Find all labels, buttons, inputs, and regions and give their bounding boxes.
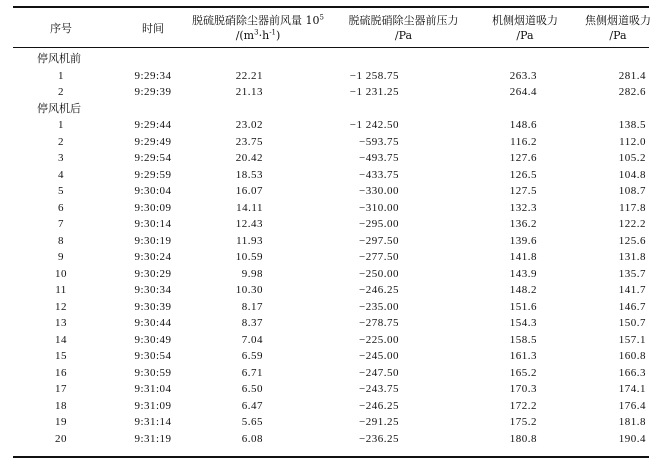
cell-airflow: 23.02 xyxy=(235,119,263,131)
group-label-row xyxy=(13,51,649,68)
cell-coke-suction: 131.8 xyxy=(618,251,646,263)
cell-no: 15 xyxy=(55,350,67,362)
table-top-rule xyxy=(13,6,649,8)
cell-airflow: 6.59 xyxy=(241,350,263,362)
cell-pressure: −291.25 xyxy=(359,416,399,428)
table-row xyxy=(13,414,649,431)
table-row xyxy=(13,200,649,217)
table-row xyxy=(13,167,649,184)
cell-time: 9:30:59 xyxy=(134,366,172,379)
cell-no: 1 xyxy=(58,69,64,82)
cell-pressure: −278.75 xyxy=(359,317,399,329)
cell-airflow: 5.65 xyxy=(241,416,263,428)
cell-airflow: 11.93 xyxy=(236,234,263,247)
table-row xyxy=(13,365,649,382)
cell-no: 3 xyxy=(58,152,64,164)
table-header xyxy=(13,10,649,46)
cell-no: 13 xyxy=(55,317,67,329)
cell-no: 7 xyxy=(58,218,64,230)
cell-pressure: −250.00 xyxy=(359,267,399,280)
table-body xyxy=(13,51,649,447)
cell-pressure: −295.00 xyxy=(359,218,399,230)
cell-no: 9 xyxy=(58,251,64,263)
cell-airflow: 14.11 xyxy=(236,201,263,214)
cell-machine-suction: 126.5 xyxy=(509,168,537,181)
cell-pressure: −247.50 xyxy=(359,366,399,379)
cell-no: 17 xyxy=(55,383,67,395)
cell-pressure: −310.00 xyxy=(359,201,399,214)
cell-coke-suction: 190.4 xyxy=(618,432,646,445)
cell-airflow: 12.43 xyxy=(235,218,263,230)
cell-no: 6 xyxy=(58,201,64,214)
cell-no: 2 xyxy=(58,135,64,148)
cell-no: 10 xyxy=(55,267,67,280)
cell-airflow: 18.53 xyxy=(235,168,263,181)
cell-time: 9:31:04 xyxy=(134,383,172,395)
header-pressure: 脱硫脱硝除尘器前压力 /Pa xyxy=(348,14,459,42)
cell-no: 19 xyxy=(55,416,67,428)
cell-no: 11 xyxy=(55,284,67,296)
table-row xyxy=(13,134,649,151)
group-label: 停风机后 xyxy=(37,101,81,115)
group-label-row xyxy=(13,101,649,118)
header-airflow-unit: $/(m^3\cdot h^{-1})$ xyxy=(235,28,281,42)
cell-coke-suction: 117.8 xyxy=(619,201,646,214)
table-row xyxy=(13,150,649,167)
cell-no: 16 xyxy=(55,366,67,379)
cell-machine-suction: 127.5 xyxy=(509,185,537,197)
cell-coke-suction: 281.4 xyxy=(618,69,646,82)
cell-time: 9:30:44 xyxy=(134,317,172,329)
cell-machine-suction: 136.2 xyxy=(509,218,537,230)
cell-machine-suction: 127.6 xyxy=(509,152,537,164)
table-header-rule xyxy=(13,47,649,48)
cell-coke-suction: 112.0 xyxy=(619,135,646,148)
cell-machine-suction: 151.6 xyxy=(509,300,537,313)
table-row xyxy=(13,183,649,200)
cell-airflow: 16.07 xyxy=(235,185,263,197)
table-row xyxy=(13,233,649,250)
cell-time: 9:31:19 xyxy=(134,432,172,445)
cell-coke-suction: 166.3 xyxy=(618,366,646,379)
header-machine-suction: 机侧烟道吸力 /Pa xyxy=(492,14,558,42)
cell-no: 1 xyxy=(58,119,64,131)
cell-airflow: 8.37 xyxy=(241,317,263,329)
cell-airflow: 23.75 xyxy=(235,135,263,148)
cell-pressure: −1 231.25 xyxy=(349,86,399,98)
cell-airflow: 7.04 xyxy=(241,333,263,346)
cell-coke-suction: 108.7 xyxy=(618,185,646,197)
header-time: 时间 xyxy=(142,21,164,35)
cell-coke-suction: 122.2 xyxy=(618,218,646,230)
cell-airflow: 6.08 xyxy=(241,432,263,445)
cell-airflow: 6.71 xyxy=(241,366,263,379)
cell-time: 9:30:54 xyxy=(134,350,172,362)
cell-machine-suction: 143.9 xyxy=(509,267,537,280)
cell-machine-suction: 148.2 xyxy=(509,284,537,296)
cell-coke-suction: 125.6 xyxy=(618,234,646,247)
table-row xyxy=(13,282,649,299)
cell-coke-suction: 141.7 xyxy=(618,284,646,296)
cell-machine-suction: 132.3 xyxy=(509,201,537,214)
table-row xyxy=(13,117,649,134)
cell-pressure: −235.00 xyxy=(359,300,399,313)
cell-coke-suction: 138.5 xyxy=(618,119,646,131)
cell-machine-suction: 180.8 xyxy=(509,432,537,445)
cell-pressure: −330.00 xyxy=(359,185,399,197)
cell-pressure: −225.00 xyxy=(359,333,399,346)
cell-machine-suction: 170.3 xyxy=(509,383,537,395)
cell-time: 9:30:09 xyxy=(134,201,172,214)
cell-airflow: 9.98 xyxy=(241,267,263,280)
cell-coke-suction: 104.8 xyxy=(618,168,646,181)
table-row xyxy=(13,315,649,332)
cell-machine-suction: 264.4 xyxy=(509,86,537,98)
cell-coke-suction: 157.1 xyxy=(618,333,646,346)
cell-airflow: 22.21 xyxy=(235,69,263,82)
header-coke-suction: 焦侧烟道吸力 /Pa xyxy=(585,14,651,42)
table-row xyxy=(13,216,649,233)
cell-machine-suction: 139.6 xyxy=(509,234,537,247)
cell-time: 9:29:44 xyxy=(134,119,172,131)
cell-no: 14 xyxy=(55,333,67,346)
table-row xyxy=(13,84,649,101)
cell-pressure: −1 242.50 xyxy=(349,119,399,131)
cell-coke-suction: 146.7 xyxy=(618,300,646,313)
cell-coke-suction: 150.7 xyxy=(618,317,646,329)
cell-pressure: −593.75 xyxy=(359,135,399,148)
cell-time: 9:29:59 xyxy=(134,168,172,181)
cell-time: 9:31:09 xyxy=(134,399,172,412)
cell-pressure: −297.50 xyxy=(359,234,399,247)
cell-coke-suction: 160.8 xyxy=(618,350,646,362)
cell-no: 4 xyxy=(58,168,64,181)
cell-time: 9:30:29 xyxy=(134,267,172,280)
cell-pressure: −236.25 xyxy=(359,432,399,445)
cell-time: 9:29:39 xyxy=(134,86,172,98)
cell-machine-suction: 116.2 xyxy=(510,135,537,148)
cell-machine-suction: 172.2 xyxy=(509,399,537,412)
cell-no: 20 xyxy=(55,432,67,445)
cell-pressure: −433.75 xyxy=(359,168,399,181)
cell-time: 9:30:04 xyxy=(134,185,172,197)
table-row xyxy=(13,249,649,266)
cell-pressure: −277.50 xyxy=(359,251,399,263)
cell-no: 12 xyxy=(55,300,67,313)
cell-time: 9:30:39 xyxy=(134,300,172,313)
cell-time: 9:30:19 xyxy=(134,234,172,247)
cell-time: 9:30:49 xyxy=(134,333,172,346)
cell-time: 9:30:34 xyxy=(134,284,172,296)
table-bottom-rule xyxy=(13,456,649,458)
table-row xyxy=(13,299,649,316)
cell-machine-suction: 161.3 xyxy=(509,350,537,362)
cell-coke-suction: 105.2 xyxy=(618,152,646,164)
cell-machine-suction: 154.3 xyxy=(509,317,537,329)
cell-airflow: 10.59 xyxy=(235,251,263,263)
cell-airflow: 20.42 xyxy=(235,152,263,164)
cell-time: 9:29:34 xyxy=(134,69,172,82)
cell-coke-suction: 181.8 xyxy=(618,416,646,428)
cell-airflow: 21.13 xyxy=(235,86,263,98)
cell-machine-suction: 175.2 xyxy=(509,416,537,428)
cell-airflow: 10.30 xyxy=(235,284,263,296)
header-airflow xyxy=(188,10,328,46)
cell-machine-suction: 165.2 xyxy=(509,366,537,379)
cell-pressure: −1 258.75 xyxy=(349,69,399,82)
header-airflow-title: 脱硫脱硝除尘器前风量 10 xyxy=(192,14,320,27)
table-row xyxy=(13,431,649,448)
header-airflow-exponent: 5 xyxy=(319,13,324,22)
cell-no: 2 xyxy=(58,86,64,98)
cell-time: 9:29:49 xyxy=(134,135,172,148)
cell-coke-suction: 282.6 xyxy=(618,86,646,98)
table-row xyxy=(13,348,649,365)
cell-time: 9:31:14 xyxy=(134,416,172,428)
cell-airflow: 6.47 xyxy=(241,399,263,412)
cell-coke-suction: 174.1 xyxy=(618,383,646,395)
cell-machine-suction: 148.6 xyxy=(509,119,537,131)
cell-pressure: −243.75 xyxy=(359,383,399,395)
cell-time: 9:30:14 xyxy=(134,218,172,230)
header-no: 序号 xyxy=(50,21,72,35)
cell-airflow: 8.17 xyxy=(241,300,263,313)
table-row xyxy=(13,266,649,283)
cell-pressure: −245.00 xyxy=(359,350,399,362)
cell-no: 18 xyxy=(55,399,67,412)
cell-time: 9:29:54 xyxy=(134,152,172,164)
table-row xyxy=(13,332,649,349)
cell-pressure: −493.75 xyxy=(359,152,399,164)
cell-pressure: −246.25 xyxy=(359,284,399,296)
cell-no: 8 xyxy=(58,234,64,247)
table-row xyxy=(13,381,649,398)
table-row xyxy=(13,68,649,85)
cell-pressure: −246.25 xyxy=(359,399,399,412)
cell-machine-suction: 158.5 xyxy=(509,333,537,346)
cell-airflow: 6.50 xyxy=(241,383,263,395)
cell-coke-suction: 176.4 xyxy=(618,399,646,412)
cell-time: 9:30:24 xyxy=(134,251,172,263)
cell-machine-suction: 141.8 xyxy=(509,251,537,263)
cell-no: 5 xyxy=(58,185,64,197)
cell-machine-suction: 263.3 xyxy=(509,69,537,82)
table-row xyxy=(13,398,649,415)
cell-coke-suction: 135.7 xyxy=(618,267,646,280)
group-label: 停风机前 xyxy=(37,52,81,65)
